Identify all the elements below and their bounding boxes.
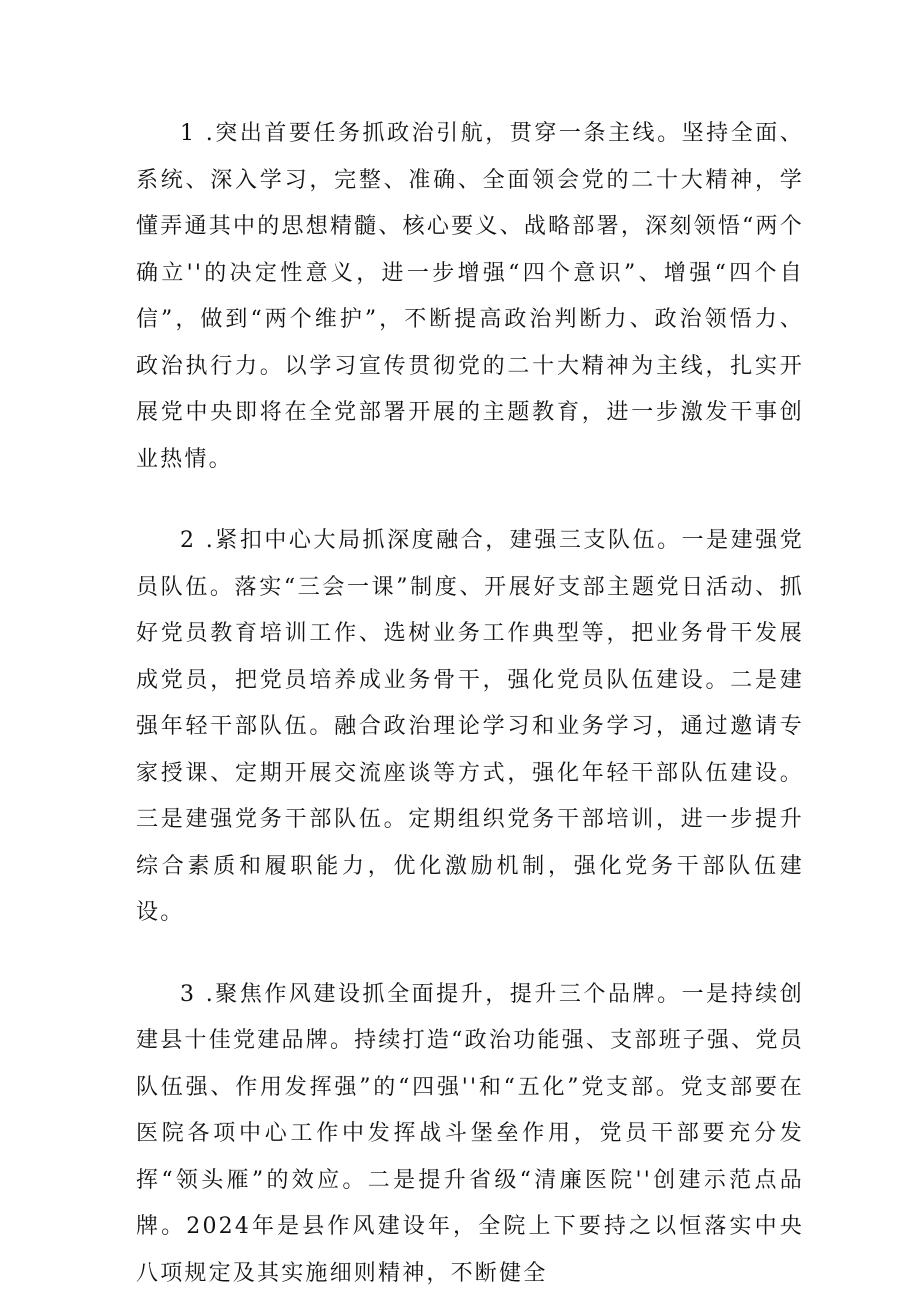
document-body xyxy=(136,111,804,1297)
paragraph-1: 1 .突出首要任务抓政治引航，贯穿一条主线。坚持全面、系统、深入学习，完整、准确、全面领会党的二十大精神，学懂弄通其中的思想精髓、核心要义、战略部署，深刻领悟“两个确立''的决定性意义，进一步增强“四个意识”、增强“四个自信”，做到“两个维护”，不断提高政治判断力、政治领悟力、政治执行力。以学习宣传贯彻党的二十大精神为主线，扎实开展党中央即将在全党部署开展的主题教育，进一步激发干事创业热情。 xyxy=(136,121,804,472)
paragraph-2: 2 .紧扣中心大局抓深度融合，建强三支队伍。一是建强党员队伍。落实“三会一课”制度、开展好支部主题党日活动、抓好党员教育培训工作、选树业务工作典型等，把业务骨干发展成党员，把党员培养成业务骨干，强化党员队伍建设。二是建强年轻干部队伍。融合政治理论学习和业务学习，通过邀请专家授课、定期开展交流座谈等方式，强化年轻干部队伍建设。三是建强党务干部队伍。定期组织党务干部培训，进一步提升综合素质和履职能力，优化激励机制，强化党务干部队伍建设。 xyxy=(136,528,804,925)
paragraph-3: 3 .聚焦作风建设抓全面提升，提升三个品牌。一是持续创建县十佳党建品牌。持续打造“政治功能强、支部班子强、党员队伍强、作用发挥强”的“四强''和“五化”党支部。党支部要在医院各项中心工作中发挥战斗堡垒作用，党员干部要充分发挥“领头雁”的效应。二是提升省级“清廉医院''创建示范点品牌。2024年是县作风建设年，全院上下要持之以恒落实中央八项规定及其实施细则精神，不断健全 xyxy=(136,981,804,1286)
